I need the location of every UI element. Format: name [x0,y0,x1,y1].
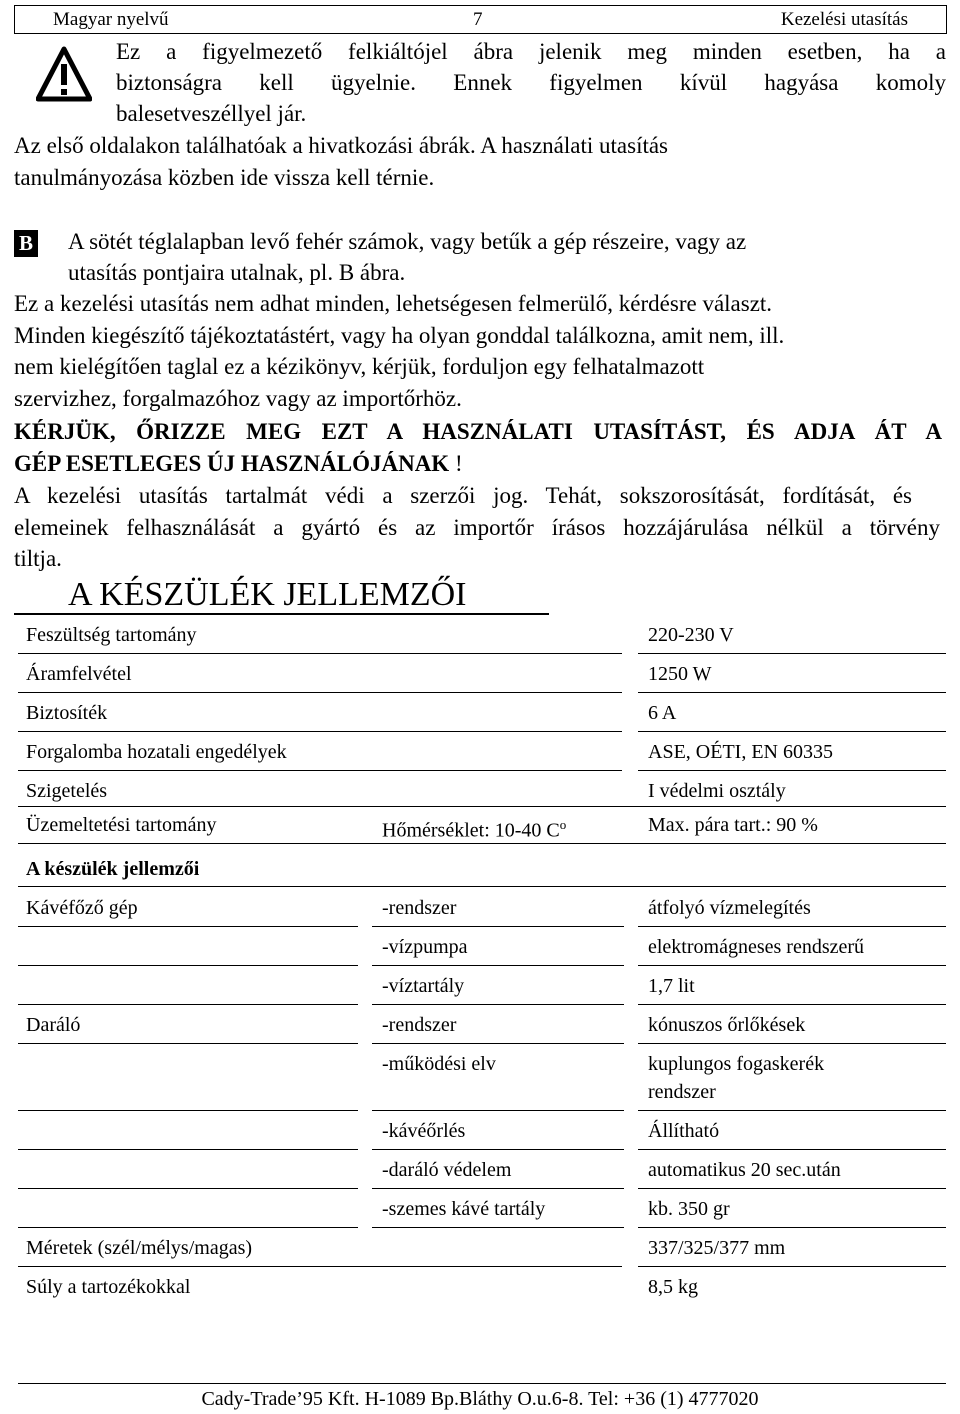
feature-param: -rendszer [382,897,457,919]
row-divider [638,926,946,927]
page-header [14,5,947,34]
coffee-maker-label: Kávéfőző gép [26,897,138,919]
body-line-1: Ez a kezelési utasítás nem adhat minden, lehetségesen felmerülő, kérdésre választ. [14,291,773,316]
row-divider [638,1188,946,1189]
row-divider [372,926,624,927]
header-document-title: Kezelési utasítás [780,9,908,30]
body-line-3: nem kielégítően taglal ez a kézikönyv, kérjük, forduljon egy felhatalmazott [14,354,705,379]
feature-value: rendszer [648,1081,716,1103]
feature-value: Állítható [648,1120,720,1142]
weight-value: 8,5 kg [648,1276,698,1298]
row-divider [18,1266,622,1267]
spec-value: 6 A [648,702,677,724]
spec-value: 220-230 V [648,624,734,646]
feature-param: -rendszer [382,1014,457,1036]
row-divider [638,1043,946,1044]
intro-line-2: tanulmányozása közben ide vissza kell térnie. [14,165,435,190]
operating-humidity: Max. pára tart.: 90 % [648,814,818,836]
row-divider [638,653,946,654]
spec-label: Biztosíték [26,702,108,724]
warning-triangle-icon [36,46,92,102]
feature-param: -szemes kávé tartály [382,1198,546,1220]
row-divider [638,1149,946,1150]
operating-temperature: Hőmérséklet: 10-40 $C^o$ [382,817,567,842]
row-divider [638,770,946,771]
b-note-line-2: utasítás pontjaira utalnak, pl. B ábra. [68,260,406,285]
feature-value: kb. 350 gr [648,1198,730,1220]
page-number: 7 [473,9,483,30]
intro-line-1: Az első oldalakon találhatóak a hivatkozási ábrák. A használati utasítás [14,133,669,158]
row-divider [638,1227,946,1228]
weight-label: Súly a tartozékokkal [26,1276,191,1298]
copyright-line-2: elemeinek felhasználását a gyártó és az importőr írásos hozzájárulása nélkül a törvény [14,515,940,540]
dimensions-label: Méretek (szél/mélys/magas) [26,1237,253,1259]
warning-line-1: Ez a figyelmezető felkiáltójel ábra jelenik meg minden esetben, ha a [116,39,946,64]
row-divider [18,926,358,927]
spec-label: Feszültség tartomány [26,624,197,646]
features-heading: A készülék jellemzői [26,858,200,880]
row-divider [18,1110,358,1111]
row-divider [638,965,946,966]
spec-label: Szigetelés [26,780,108,802]
row-divider [18,1227,358,1228]
row-divider [18,1004,358,1005]
body-line-2: Minden kiegészítő tájékoztatástért, vagy ha olyan gonddal találkozna, amit nem, ill. [14,323,785,348]
grinder-label: Daráló [26,1014,81,1036]
section-title: A KÉSZÜLÉK JELLEMZŐI [68,576,467,613]
row-divider [18,886,946,887]
row-divider [372,1149,624,1150]
row-divider [18,731,622,732]
row-divider [372,965,624,966]
row-divider [18,1188,358,1189]
row-divider [372,1043,624,1044]
spec-value: 1250 W [648,663,712,685]
feature-param: -kávéőrlés [382,1120,466,1142]
row-divider [638,692,946,693]
row-divider [18,770,622,771]
feature-value: átfolyó vízmelegítés [648,897,811,919]
row-divider [18,843,946,844]
row-divider [372,1227,624,1228]
row-divider [18,692,622,693]
row-divider [372,1188,624,1189]
feature-param: -daráló védelem [382,1159,512,1181]
row-divider [18,1043,358,1044]
row-divider [18,965,358,966]
spec-label: Áramfelvétel [26,663,132,685]
footer-company-info: Cady-Trade’95 Kft. H-1089 Bp.Bláthy O.u.6-8. Tel: +36 (1) 4777020 [201,1388,759,1410]
row-divider [638,1110,946,1111]
warning-line-2: biztonságra kell ügyelnie. Ennek figyelmen kívül hagyása komoly [116,70,946,95]
spec-label: Forgalomba hozatali engedélyek [26,741,287,763]
body-line-4: szervizhez, forgalmazóhoz vagy az importőrhöz. [14,386,462,411]
operating-range-label: Üzemeltetési tartomány [26,814,217,836]
footer-rule [18,1383,946,1384]
feature-value: elektromágneses rendszerű [648,936,865,958]
reference-letter-box: B [14,230,38,257]
feature-value: automatikus 20 sec.után [648,1159,841,1181]
header-language: Magyar nyelvű [53,9,169,30]
feature-value: 1,7 lit [648,975,695,997]
spec-value: ASE, OÉTI, EN 60335 [648,741,833,763]
feature-param: -működési elv [382,1053,496,1075]
spec-value: I védelmi osztály [648,780,786,802]
section-title-underline [14,613,549,615]
warning-line-3: balesetveszéllyel jár. [116,101,307,126]
row-divider [18,806,946,807]
b-note-line-1: A sötét téglalapban levő fehér számok, vagy betűk a gép részeire, vagy az [68,229,747,254]
row-divider [372,1004,624,1005]
copyright-line-3: tiltja. [14,546,62,571]
row-divider [638,731,946,732]
feature-param: -víztartály [382,975,465,997]
row-divider [372,1110,624,1111]
keep-manual-notice-2: GÉP ESETLEGES ÚJ HASZNÁLÓJÁNAK ! [14,451,463,476]
row-divider [18,653,622,654]
row-divider [638,1004,946,1005]
row-divider [638,1266,946,1267]
feature-value: kónuszos őrlőkések [648,1014,806,1036]
keep-manual-notice-1: KÉRJÜK, ŐRIZZE MEG EZT A HASZNÁLATI UTASÍTÁST, ÉS ADJA ÁT A [14,419,942,444]
row-divider [18,1149,358,1150]
feature-value: kuplungos fogaskerék [648,1053,825,1075]
feature-param: -vízpumpa [382,936,468,958]
dimensions-value: 337/325/377 mm [648,1237,786,1259]
copyright-line-1: A kezelési utasítás tartalmát védi a szerzői jog. Tehát, sokszorosítását, fordítását, és [14,483,912,508]
